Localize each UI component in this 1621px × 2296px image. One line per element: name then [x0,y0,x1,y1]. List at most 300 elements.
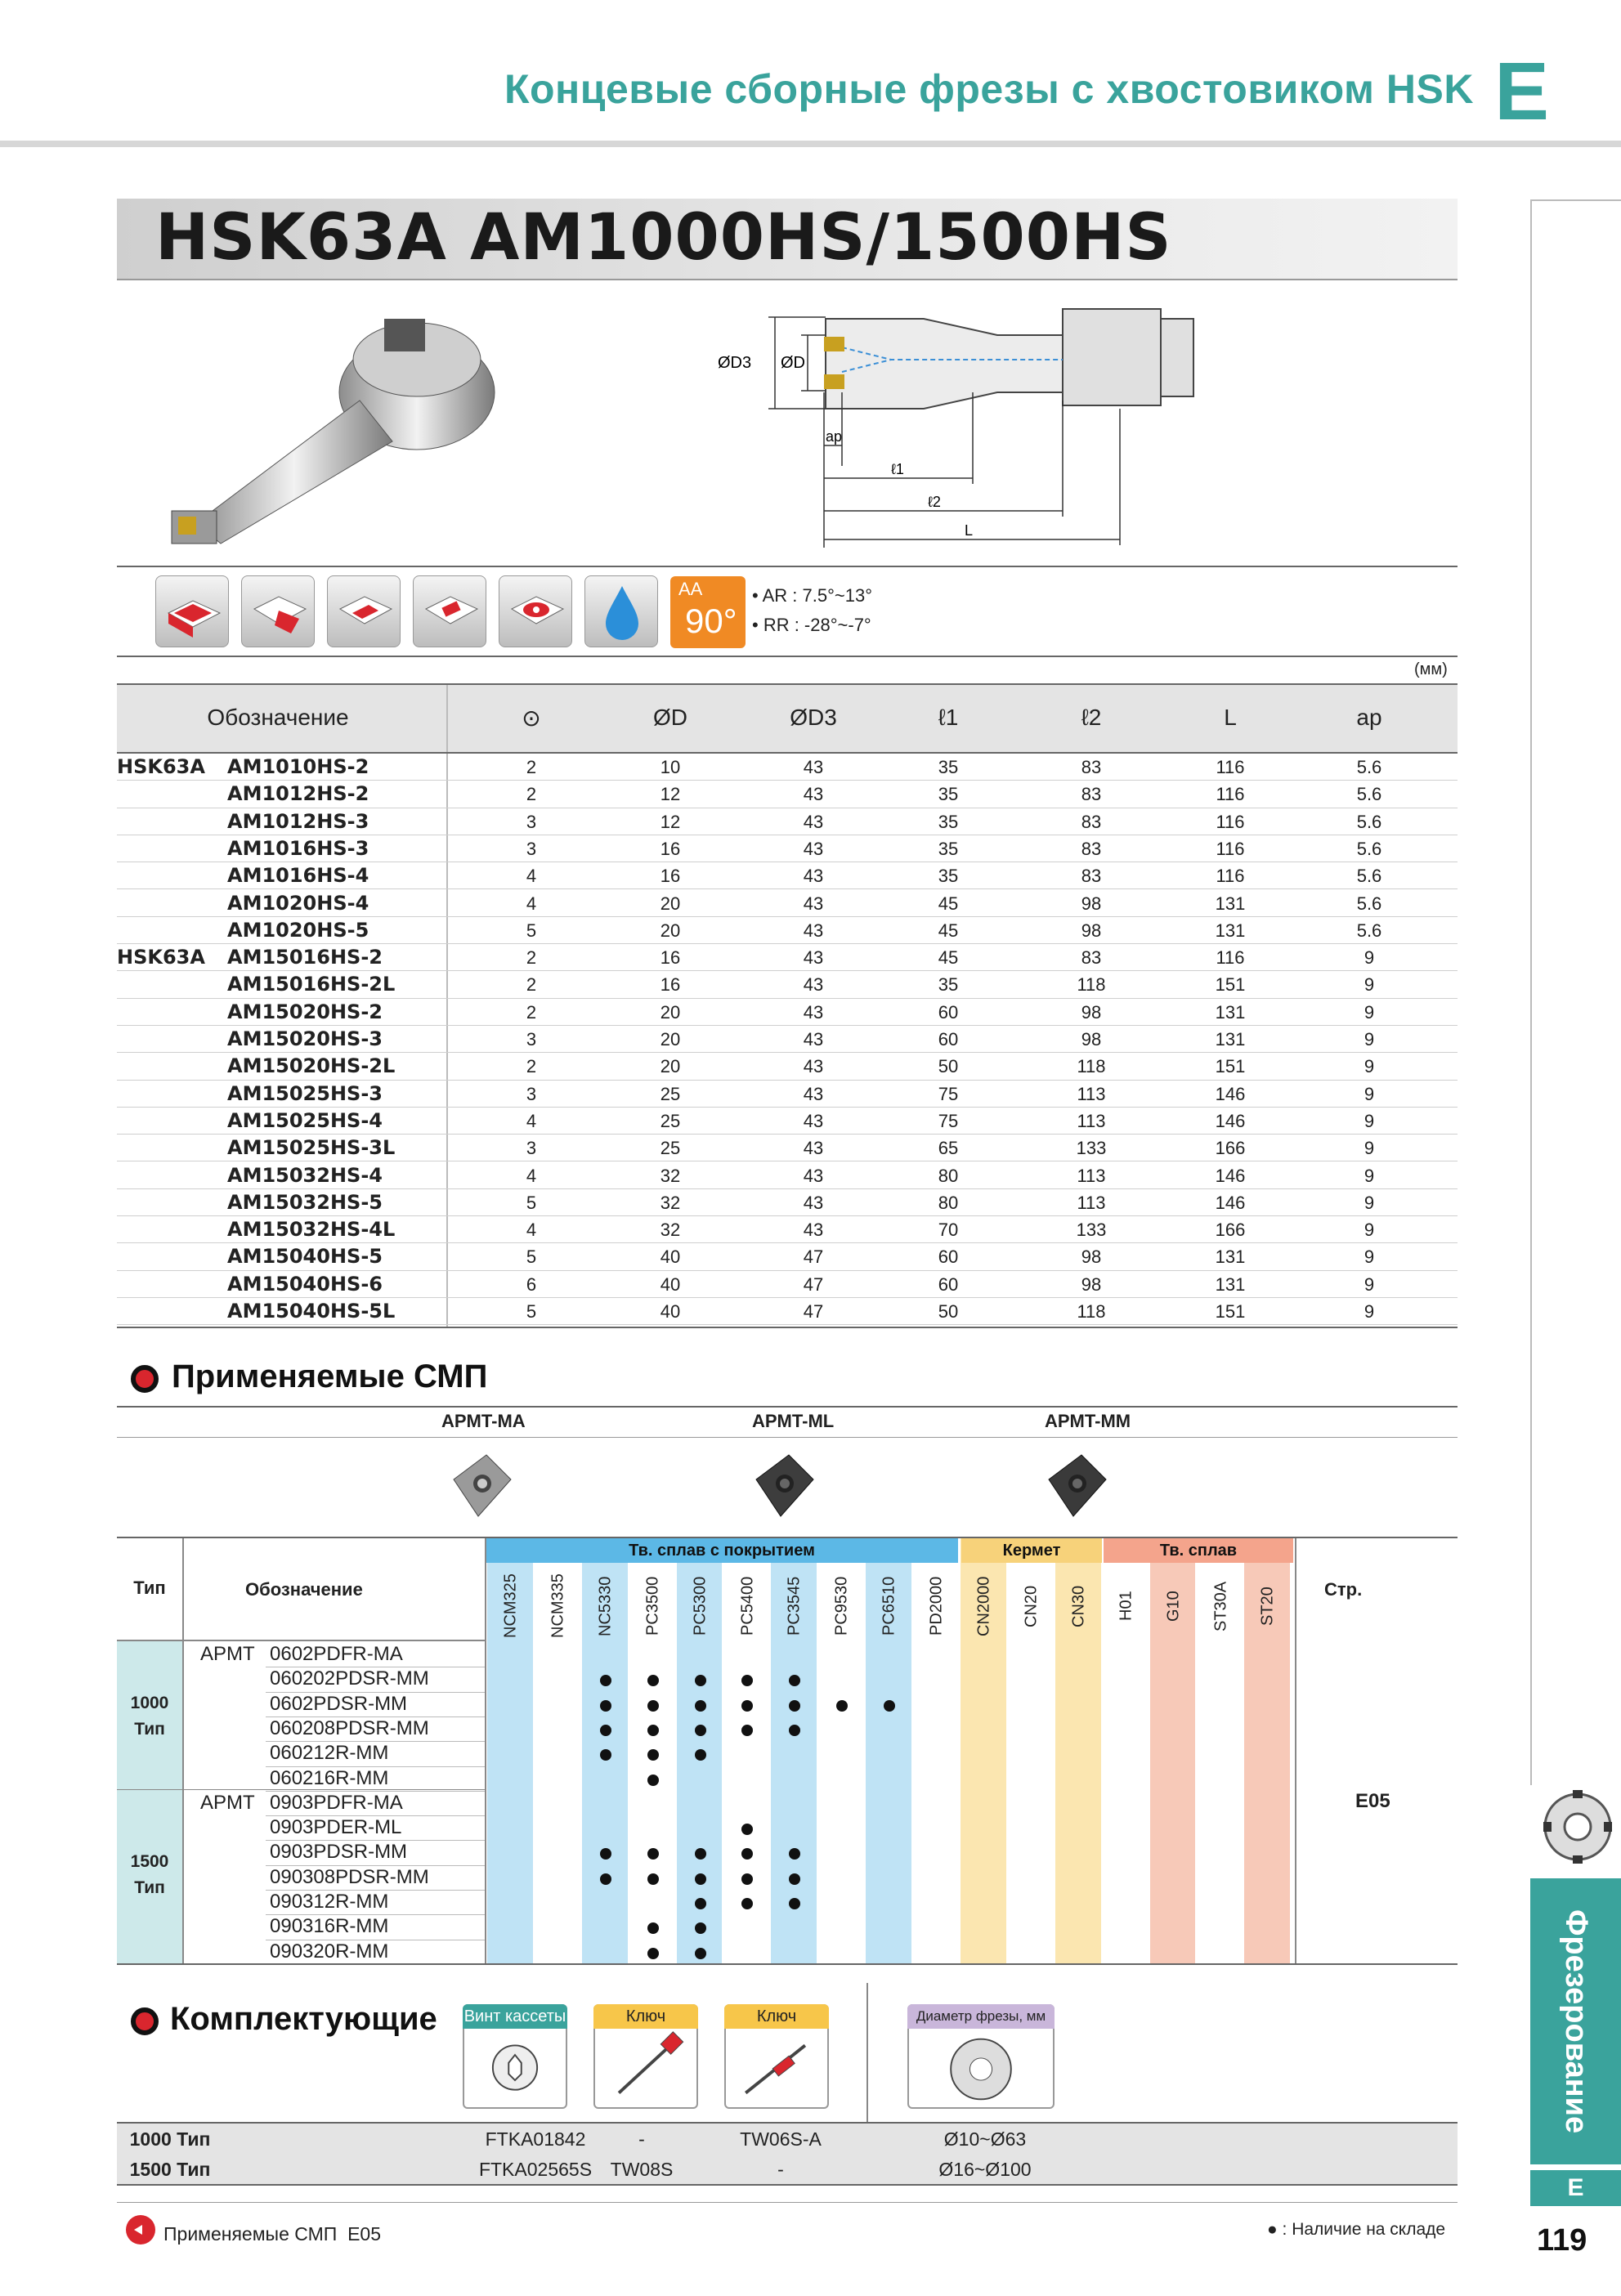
milling-cutter-icon [1537,1782,1619,1872]
cell-l1: 35 [938,866,959,887]
row-code: AM15040HS-5L [227,1300,396,1323]
cell-d3: 43 [803,1165,824,1186]
stock-dot [741,1725,753,1736]
cell-L: 116 [1216,866,1245,887]
cell-l2: 133 [1076,1220,1107,1241]
cell-z: 2 [526,1056,537,1077]
cell-z: 2 [526,784,537,805]
cell-l1: 35 [938,757,959,777]
cell-z: 5 [526,1246,537,1268]
cell-l2: 133 [1076,1138,1107,1159]
cell-z: 2 [526,757,537,777]
col-separator [485,1538,486,1963]
table-row [117,808,1458,835]
cell-ap: 5.6 [1356,893,1382,914]
stock-dot [741,1873,753,1885]
table-row [117,781,1458,808]
table-row [117,1108,1458,1135]
stock-dot [695,1749,706,1761]
cell-L: 146 [1215,1165,1246,1186]
col-separator [182,1538,184,1963]
acc-cell-screw: FTKA01842 [485,2128,586,2150]
cell-l1: 35 [938,838,959,859]
cell-z: 4 [526,1110,537,1131]
cell-l2: 113 [1077,1165,1106,1186]
cell-l2: 98 [1081,1246,1102,1268]
cell-L: 116 [1216,838,1245,859]
grade-pc5300: PC5300 [691,1576,710,1636]
stock-dot [695,1873,706,1885]
cell-l2: 98 [1081,920,1102,941]
cell-d: 20 [660,1029,681,1050]
col-header-L: L [1224,705,1237,730]
insert-code: 0602PDSR-MM [270,1692,408,1715]
cell-l1: 35 [938,974,959,996]
table-row [117,999,1458,1026]
side-frame [1530,199,1621,1785]
cell-d3: 43 [803,1056,824,1077]
cell-z: 3 [526,1138,537,1159]
technical-drawing [703,302,1455,548]
table-row [117,1271,1458,1298]
acc-cell-dia: Ø16~Ø100 [938,2159,1032,2180]
dim-l1-label: ℓ1 [891,461,904,477]
type-1000-word: Тип [134,1720,165,1739]
stock-dot [600,1700,611,1712]
footer-ref-page: E05 [347,2223,382,2245]
stock-dot [741,1675,753,1686]
grade-ncm335: NCM335 [549,1573,567,1639]
col-header-teeth: ⊙ [522,705,541,731]
cell-l2: 113 [1077,1083,1106,1104]
stock-dot [647,1700,659,1712]
stock-dot [695,1922,706,1934]
insert-code: 0903PDER-ML [270,1816,402,1839]
row-code: AM15020HS-2L [227,1054,396,1078]
stock-dot [600,1675,611,1686]
acc-cell-key2: - [777,2159,784,2180]
cell-l2: 113 [1077,1192,1106,1213]
cell-z: 3 [526,1029,537,1050]
col-header-ap: ap [1356,705,1382,730]
accessories-title: Комплектующие [170,2001,437,2037]
cell-d: 32 [660,1220,681,1241]
insert-code: 090320R-MM [270,1940,389,1963]
cell-L: 116 [1216,757,1245,777]
col-header-code: Обозначение [245,1579,363,1600]
cell-l1: 60 [938,1273,959,1295]
grade-pc5400: PC5400 [738,1576,756,1636]
insert-prefix: APMT [200,1643,255,1665]
stock-dot [647,1775,659,1786]
cell-z: 4 [526,1220,537,1241]
screw-header: Винт кассеты [463,2004,567,2029]
stock-dot [789,1700,800,1712]
footer-ref-label: Применяемые СМП [163,2223,338,2245]
cell-d: 16 [660,866,681,887]
cell-l1: 50 [938,1056,959,1077]
cell-L: 131 [1215,920,1246,941]
acc-cell-key1: - [638,2128,645,2150]
table-row [117,1243,1458,1270]
header-divider [0,141,1621,147]
cell-d3: 43 [803,1001,824,1023]
cell-ap: 9 [1364,1083,1375,1104]
stock-dot [741,1848,753,1860]
table-row [117,944,1458,971]
cell-l2: 98 [1081,1001,1102,1023]
cell-l1: 65 [938,1138,959,1159]
grade-g10: G10 [1164,1591,1183,1622]
row-code: AM15032HS-4 [227,1163,383,1187]
col-header-type: Тип [133,1578,166,1598]
row-prefix: HSK63A [117,946,205,969]
cell-l2: 83 [1081,947,1102,969]
cell-ap: 5.6 [1356,811,1382,832]
type-1500-word: Тип [134,1878,165,1897]
divider [117,656,1458,657]
cell-d: 16 [660,974,681,996]
table-row [117,1189,1458,1216]
cell-L: 151 [1215,1056,1246,1077]
grade-ncm325: NCM325 [501,1573,520,1639]
accessory-row [117,2154,1458,2183]
cell-ap: 5.6 [1356,838,1382,859]
col-header-page: Стр. [1324,1579,1363,1600]
insert-code: 0602PDFR-MA [270,1643,403,1665]
bullet-icon [131,1365,159,1393]
group-cermet: Кермет [961,1538,1102,1563]
cell-z: 2 [526,974,537,996]
cell-d3: 43 [803,811,824,832]
insert-code: 060208PDSR-MM [270,1716,429,1739]
table-row [117,1026,1458,1053]
col-header-d3: ØD3 [790,705,837,730]
row-code: AM15032HS-4L [227,1218,396,1242]
divider [117,1437,1458,1438]
cell-L: 146 [1215,1192,1246,1213]
cell-d3: 43 [803,1138,824,1159]
row-code: AM1020HS-4 [227,891,369,915]
spec-ar: • AR : 7.5°~13° [752,585,872,606]
cell-ap: 9 [1364,974,1375,996]
cell-ap: 9 [1364,1192,1375,1213]
cell-d3: 43 [803,784,824,805]
table-row [117,890,1458,917]
cell-l2: 98 [1081,1273,1102,1295]
cell-L: 131 [1215,1273,1246,1295]
table-row [117,1298,1458,1325]
stock-dot [741,1824,753,1835]
cell-l1: 45 [938,893,959,914]
ramping-icon [499,575,572,647]
footer-reference[interactable] [163,2223,381,2245]
cell-ap: 5.6 [1356,757,1382,777]
cell-l2: 98 [1081,893,1102,914]
row-code: AM15025HS-3 [227,1081,383,1105]
cell-L: 116 [1216,811,1245,832]
col-header-d: ØD [653,705,687,730]
cell-L: 166 [1215,1220,1246,1241]
cell-d3: 43 [803,1110,824,1131]
insert-code: 060202PDSR-MM [270,1667,429,1690]
stock-dot [741,1898,753,1909]
row-prefix: HSK63A [117,755,205,778]
section-title: Концевые сборные фрезы с хвостовиком HSK [504,66,1474,112]
cell-d: 16 [660,947,681,969]
cell-d: 16 [660,838,681,859]
cell-d3: 43 [803,893,824,914]
stock-dot [695,1948,706,1959]
grade-cn30: CN30 [1069,1585,1088,1627]
stock-dot [647,1922,659,1934]
cell-l1: 80 [938,1165,959,1186]
cell-ap: 9 [1364,1301,1375,1322]
cell-d3: 43 [803,947,824,969]
cell-ap: 9 [1364,1029,1375,1050]
cell-l1: 35 [938,784,959,805]
page-number: 119 [1537,2223,1587,2258]
cell-l1: 60 [938,1001,959,1023]
page-reference: E05 [1355,1790,1390,1812]
cell-z: 2 [526,1001,537,1023]
cell-d: 25 [660,1138,681,1159]
stock-dot [647,1749,659,1761]
cell-L: 166 [1215,1138,1246,1159]
cell-z: 5 [526,1192,537,1213]
cell-d3: 43 [803,1083,824,1104]
cell-l2: 83 [1081,784,1102,805]
row-code: AM1012HS-2 [227,782,369,806]
row-code: AM1016HS-3 [227,836,369,860]
cell-ap: 9 [1364,1273,1375,1295]
cell-z: 5 [526,920,537,941]
cell-ap: 9 [1364,1056,1375,1077]
cell-z: 2 [526,947,537,969]
slot-milling-icon [327,575,401,647]
cell-L: 131 [1215,1029,1246,1050]
grade-pc6510: PC6510 [880,1576,898,1636]
acc-cell-key2: TW06S-A [740,2128,822,2150]
cell-d: 10 [660,757,681,777]
key-header-1: Ключ [593,2004,698,2029]
cell-l1: 35 [938,811,959,832]
footer-divider [117,2202,1458,2203]
stock-dot [695,1675,706,1686]
cell-l1: 60 [938,1246,959,1268]
acc-cell-type: 1000 Тип [129,2128,211,2150]
cell-d: 40 [660,1273,681,1295]
grade-pc9530: PC9530 [832,1576,851,1636]
table-row [117,835,1458,862]
type-1000-number: 1000 [130,1694,169,1712]
grade-h01: H01 [1117,1591,1135,1622]
row-code: AM15016HS-2L [227,973,396,996]
table-row [117,754,1458,781]
stock-dot [884,1700,895,1712]
cell-L: 151 [1215,974,1246,996]
row-code: AM15025HS-4 [227,1108,383,1132]
cell-L: 116 [1216,784,1245,805]
row-code: AM1012HS-3 [227,809,369,833]
dim-l2-label: ℓ2 [928,494,941,510]
cell-d: 32 [660,1165,681,1186]
cell-d3: 43 [803,1029,824,1050]
stock-dot [695,1848,706,1860]
type-1000-label [117,1690,182,1743]
group-carbide: Тв. сплав [1104,1538,1293,1563]
stock-dot [789,1873,800,1885]
cell-d: 40 [660,1301,681,1322]
grade-pc3500: PC3500 [643,1576,662,1636]
grade-st30a: ST30A [1211,1581,1229,1631]
cell-d: 20 [660,1056,681,1077]
accessory-row [117,2124,1458,2153]
chapter-tab-label: Фрезерование [1559,1909,1593,2134]
cell-l1: 60 [938,1029,959,1050]
insert-type-ml: APMT-ML [752,1411,835,1431]
stock-dot [600,1873,611,1885]
cell-d3: 43 [803,974,824,996]
divider [117,566,1458,567]
cell-d: 20 [660,1001,681,1023]
cell-L: 131 [1215,893,1246,914]
chapter-tab-letter: E [1530,2170,1621,2206]
stock-dot [695,1700,706,1712]
dim-ap-label: ap [826,428,843,445]
cell-l1: 80 [938,1192,959,1213]
face-milling-icon [155,575,229,647]
cell-L: 131 [1215,1001,1246,1023]
cell-l2: 83 [1081,811,1102,832]
insert-code: 0903PDFR-MA [270,1791,403,1814]
cell-l2: 118 [1077,1301,1106,1322]
cell-d: 12 [660,811,681,832]
section-letter: E [1494,46,1549,137]
row-code: AM15020HS-2 [227,1000,383,1023]
row-code: AM15032HS-5 [227,1190,383,1214]
bullet-icon [131,2007,159,2035]
cell-z: 4 [526,1165,537,1186]
table-row [117,1162,1458,1189]
cell-z: 5 [526,1301,537,1322]
acc-cell-dia: Ø10~Ø63 [943,2128,1027,2150]
group-coated: Тв. сплав с покрытием [486,1538,958,1563]
insert-table-bottom-rule [117,1963,1458,1965]
insert-code: 060212R-MM [270,1742,389,1765]
stock-dot [647,1848,659,1860]
cell-z: 6 [526,1273,537,1295]
type-1500-number: 1500 [130,1852,169,1871]
cell-ap: 9 [1364,1001,1375,1023]
insert-ml-image [744,1447,822,1524]
cell-z: 3 [526,838,537,859]
insert-code: 090308PDSR-MM [270,1865,429,1888]
stock-dot [695,1898,706,1909]
stock-dot [647,1675,659,1686]
cell-l2: 113 [1077,1110,1106,1131]
table-row [117,917,1458,944]
cell-l2: 118 [1077,1056,1106,1077]
shoulder-milling-icon [241,575,315,647]
cell-d3: 43 [803,1220,824,1241]
acc-cell-key1: TW08S [610,2159,674,2180]
dia-header: Диаметр фрезы, мм [907,2004,1055,2029]
cell-z: 4 [526,893,537,914]
dim-L-label: L [965,522,974,539]
angle-badge-value: 90° [685,602,737,640]
stock-dot [741,1700,753,1712]
cell-d3: 47 [803,1301,824,1322]
col-header-l2: ℓ2 [1081,705,1102,730]
cell-d3: 43 [803,920,824,941]
cell-ap: 9 [1364,1246,1375,1268]
tool-holder-photo [147,302,523,556]
grade-pc3545: PC3545 [785,1576,804,1636]
grade-st20: ST20 [1258,1587,1277,1626]
row-code: AM15040HS-5 [227,1245,383,1269]
stock-legend: ● : Наличие на складе [1267,2220,1446,2239]
row-code: AM15016HS-2 [227,946,383,969]
col-header-l1: ℓ1 [938,705,959,730]
grade-cn20: CN20 [1022,1585,1041,1627]
table-row [117,971,1458,998]
row-code: AM15020HS-3 [227,1027,383,1050]
cell-L: 151 [1215,1301,1246,1322]
cell-ap: 9 [1364,1220,1375,1241]
cell-ap: 9 [1364,1165,1375,1186]
stock-dot [600,1749,611,1761]
angle-badge-top: AA [678,579,703,599]
cell-ap: 9 [1364,1138,1375,1159]
insert-code: 090316R-MM [270,1915,389,1938]
key-header-2: Ключ [724,2004,829,2029]
inserts-title: Применяемые СМП [172,1358,488,1394]
cell-l2: 83 [1081,757,1102,777]
cell-z: 3 [526,1083,537,1104]
acc-cell-type: 1500 Тип [129,2159,211,2180]
stock-dot [600,1725,611,1736]
banner-underline [117,279,1458,280]
cell-l2: 118 [1077,974,1106,996]
table-row [117,1053,1458,1080]
table-row [117,1081,1458,1108]
row-code: AM15025HS-3L [227,1136,396,1160]
row-code: AM1010HS-2 [227,755,369,778]
insert-code: 0903PDSR-MM [270,1841,408,1864]
cell-L: 146 [1215,1110,1246,1131]
cell-L: 116 [1216,947,1245,969]
stock-dot [647,1725,659,1736]
insert-prefix: APMT [200,1791,255,1814]
cell-l2: 83 [1081,866,1102,887]
cell-z: 3 [526,811,537,832]
cell-ap: 5.6 [1356,866,1382,887]
pocket-milling-icon [413,575,486,647]
table-row [117,862,1458,889]
grade-pd2000: PD2000 [927,1576,946,1636]
table-top-rule [117,683,1458,685]
stock-dot [836,1700,848,1712]
row-code: AM1016HS-4 [227,864,369,888]
coolant-icon [584,575,658,647]
insert-code: 090312R-MM [270,1891,389,1913]
table-row [117,1216,1458,1243]
cell-ap: 9 [1364,947,1375,969]
col-separator [1295,1538,1296,1963]
cell-l1: 75 [938,1083,959,1104]
cell-d: 12 [660,784,681,805]
